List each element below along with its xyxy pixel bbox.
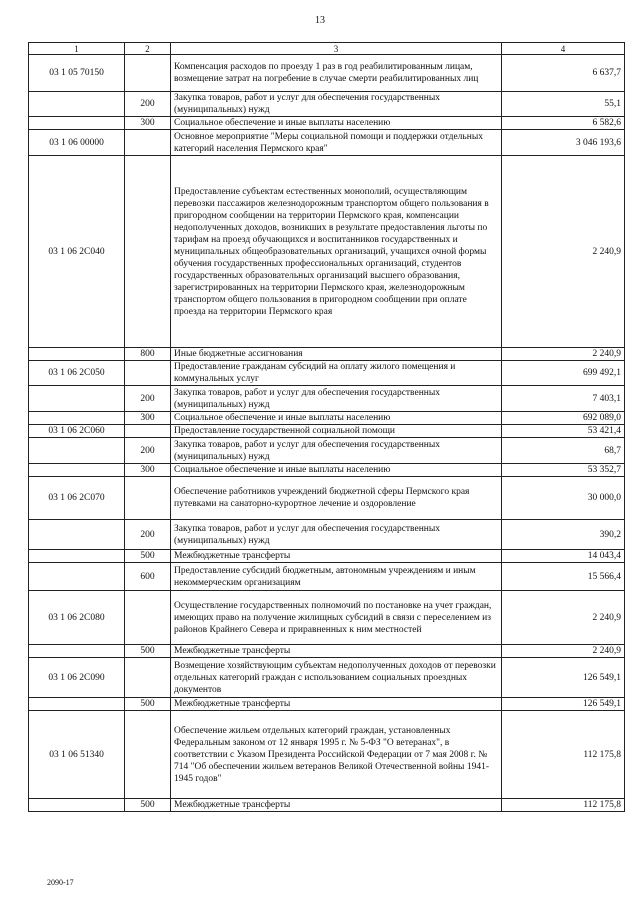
amount-cell: 699 492,1 [502, 361, 625, 386]
target-code-cell: 03 1 06 2С080 [29, 591, 125, 645]
description-cell: Предоставление субсидий бюджетным, автономным учреждениям и иным некоммерческим организациям [171, 563, 502, 591]
expense-type-cell: 200 [125, 438, 171, 464]
table-row [29, 658, 625, 698]
amount-cell: 14 043,4 [502, 550, 625, 563]
expense-type-cell [125, 156, 171, 348]
target-code-cell [29, 386, 125, 412]
target-code-cell [29, 563, 125, 591]
description-cell: Обеспечение жильем отдельных категорий граждан, установленных Федеральным законом от 12 января 1995 г. № 5-ФЗ "О ветеранах", в соответствии с Указом Президента Российской Федерации от 7 мая 2008 г. № 714 "Об обеспечении жильем ветеранов Великой Отечественной войны 1941-1945 годов" [171, 711, 502, 799]
target-code-cell [29, 799, 125, 812]
expense-type-cell: 500 [125, 698, 171, 711]
target-code-cell [29, 550, 125, 563]
description-cell: Предоставление гражданам субсидий на оплату жилого помещения и коммунальных услуг [171, 361, 502, 386]
target-code-cell: 03 1 06 00000 [29, 130, 125, 156]
amount-cell: 126 549,1 [502, 698, 625, 711]
table-row [29, 645, 625, 658]
amount-cell: 6 637,7 [502, 55, 625, 92]
description-cell: Предоставление субъектам естественных монополий, осуществляющим перевозки пассажиров железнодорожным транспортом общего пользования в пригородном сообщении на территории Пермского края, компенсации недополученных доходов, возникших в результате предоставления льготы по тарифам на проезд обучающихся и воспитанников государственных и муниципальных общеобразовательных организаций, учащихся очной формы обучения государственных профессиональных организаций, студентов государственных образовательных организаций высшего образования, зарегистрированных на территории Пермского края, железнодорожным транспортом общего пользования в пригородном сообщении при оплате проезда на территории Пермского края [171, 156, 502, 348]
expense-type-cell: 300 [125, 117, 171, 130]
target-code-cell [29, 438, 125, 464]
table-row [29, 563, 625, 591]
target-code-cell: 03 1 06 51340 [29, 711, 125, 799]
expense-type-cell: 200 [125, 92, 171, 117]
amount-cell: 53 421,4 [502, 425, 625, 438]
description-cell: Межбюджетные трансферты [171, 799, 502, 812]
description-cell: Закупка товаров, работ и услуг для обеспечения государственных (муниципальных) нужд [171, 92, 502, 117]
table-row [29, 591, 625, 645]
amount-cell: 15 566,4 [502, 563, 625, 591]
expense-type-cell [125, 658, 171, 698]
target-code-cell [29, 348, 125, 361]
description-cell: Социальное обеспечение и иные выплаты населению [171, 464, 502, 477]
amount-cell: 6 582,6 [502, 117, 625, 130]
table-row [29, 464, 625, 477]
table-header-row [29, 43, 625, 55]
table-row [29, 477, 625, 520]
description-cell: Социальное обеспечение и иные выплаты населению [171, 412, 502, 425]
amount-cell: 126 549,1 [502, 658, 625, 698]
target-code-cell: 03 1 06 2С070 [29, 477, 125, 520]
table-row [29, 698, 625, 711]
table-row [29, 130, 625, 156]
expense-type-cell: 200 [125, 520, 171, 550]
expense-type-cell: 300 [125, 412, 171, 425]
amount-cell: 112 175,8 [502, 711, 625, 799]
amount-cell: 53 352,7 [502, 464, 625, 477]
description-cell: Межбюджетные трансферты [171, 645, 502, 658]
target-code-cell [29, 520, 125, 550]
table-row [29, 92, 625, 117]
description-cell: Основное мероприятие "Меры социальной помощи и поддержки отдельных категорий населения Пермского края" [171, 130, 502, 156]
description-cell: Обеспечение работников учреждений бюджетной сферы Пермского края путевками на санаторно-курортное лечение и оздоровление [171, 477, 502, 520]
description-cell: Межбюджетные трансферты [171, 698, 502, 711]
column-header: 2 [125, 43, 171, 55]
target-code-cell [29, 464, 125, 477]
expense-type-cell: 600 [125, 563, 171, 591]
table-row [29, 386, 625, 412]
description-cell: Закупка товаров, работ и услуг для обеспечения государственных (муниципальных) нужд [171, 438, 502, 464]
description-cell: Закупка товаров, работ и услуг для обеспечения государственных (муниципальных) нужд [171, 520, 502, 550]
amount-cell: 68,7 [502, 438, 625, 464]
footer-document-code: 2090-17 [47, 878, 74, 887]
target-code-cell [29, 117, 125, 130]
amount-cell: 390,2 [502, 520, 625, 550]
amount-cell: 2 240,9 [502, 591, 625, 645]
description-cell: Компенсация расходов по проезду 1 раз в год реабилитированным лицам, возмещение затрат на погребение в случае смерти реабилитированных лиц [171, 55, 502, 92]
table-row [29, 348, 625, 361]
amount-cell: 2 240,9 [502, 156, 625, 348]
page-number: 13 [315, 15, 325, 26]
target-code-cell [29, 412, 125, 425]
amount-cell: 2 240,9 [502, 645, 625, 658]
amount-cell: 2 240,9 [502, 348, 625, 361]
amount-cell: 112 175,8 [502, 799, 625, 812]
target-code-cell: 03 1 06 2С050 [29, 361, 125, 386]
target-code-cell [29, 92, 125, 117]
target-code-cell: 03 1 05 70150 [29, 55, 125, 92]
table-row [29, 520, 625, 550]
target-code-cell: 03 1 06 2С040 [29, 156, 125, 348]
description-cell: Социальное обеспечение и иные выплаты населению [171, 117, 502, 130]
table-row [29, 361, 625, 386]
table-row [29, 711, 625, 799]
amount-cell: 55,1 [502, 92, 625, 117]
budget-table [28, 42, 625, 812]
expense-type-cell: 200 [125, 386, 171, 412]
description-cell: Иные бюджетные ассигнования [171, 348, 502, 361]
table-row [29, 799, 625, 812]
expense-type-cell: 300 [125, 464, 171, 477]
expense-type-cell [125, 361, 171, 386]
amount-cell: 7 403,1 [502, 386, 625, 412]
expense-type-cell [125, 130, 171, 156]
table-row [29, 438, 625, 464]
target-code-cell: 03 1 06 2С060 [29, 425, 125, 438]
target-code-cell: 03 1 06 2С090 [29, 658, 125, 698]
amount-cell: 692 089,0 [502, 412, 625, 425]
table-row [29, 425, 625, 438]
expense-type-cell [125, 55, 171, 92]
expense-type-cell [125, 711, 171, 799]
description-cell: Возмещение хозяйствующим субъектам недополученных доходов от перевозки отдельных категорий граждан с использованием социальных проездных документов [171, 658, 502, 698]
column-header: 1 [29, 43, 125, 55]
description-cell: Осуществление государственных полномочий по постановке на учет граждан, имеющих право на получение жилищных субсидий в связи с переселением из районов Крайнего Севера и приравненных к ним местностей [171, 591, 502, 645]
description-cell: Предоставление государственной социальной помощи [171, 425, 502, 438]
table-row [29, 412, 625, 425]
expense-type-cell: 500 [125, 799, 171, 812]
column-header: 4 [502, 43, 625, 55]
amount-cell: 30 000,0 [502, 477, 625, 520]
expense-type-cell [125, 425, 171, 438]
table-row [29, 550, 625, 563]
table-row [29, 55, 625, 92]
description-cell: Закупка товаров, работ и услуг для обеспечения государственных (муниципальных) нужд [171, 386, 502, 412]
amount-cell: 3 046 193,6 [502, 130, 625, 156]
description-cell: Межбюджетные трансферты [171, 550, 502, 563]
expense-type-cell [125, 477, 171, 520]
table-row [29, 117, 625, 130]
table-row [29, 156, 625, 348]
expense-type-cell: 800 [125, 348, 171, 361]
column-header: 3 [171, 43, 502, 55]
target-code-cell [29, 645, 125, 658]
expense-type-cell: 500 [125, 645, 171, 658]
expense-type-cell [125, 591, 171, 645]
expense-type-cell: 500 [125, 550, 171, 563]
target-code-cell [29, 698, 125, 711]
